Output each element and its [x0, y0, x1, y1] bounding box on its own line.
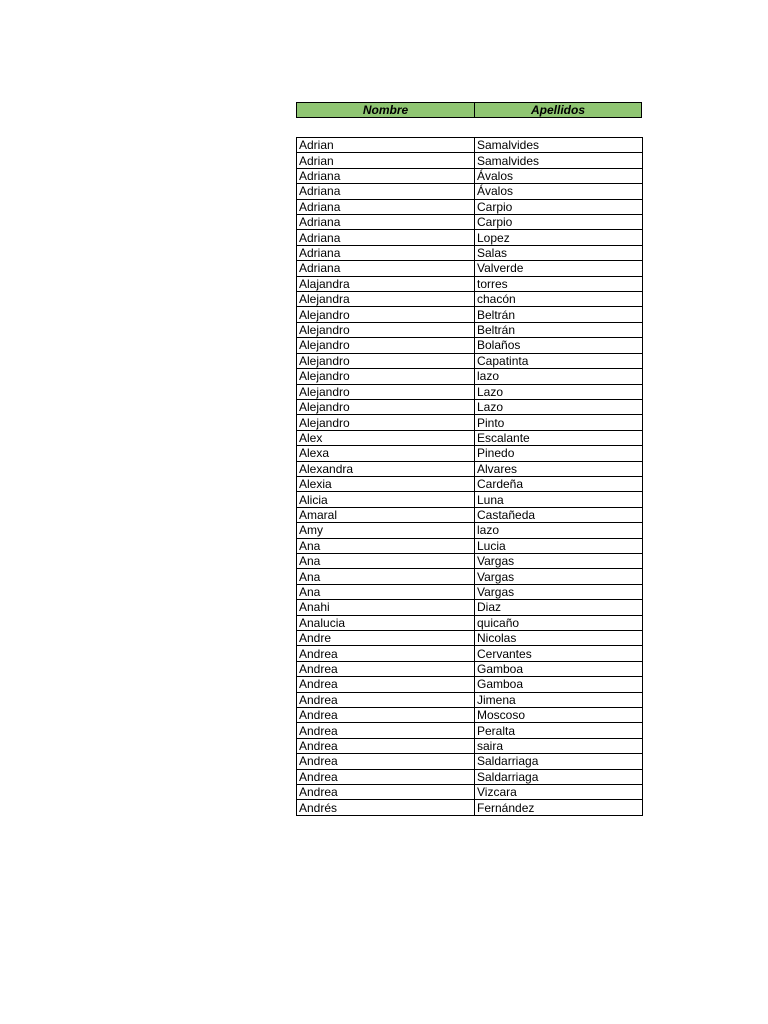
cell-nombre[interactable]: Andrés: [297, 800, 475, 815]
cell-apellidos[interactable]: Pinedo: [475, 446, 643, 461]
cell-apellidos[interactable]: Vargas: [475, 553, 643, 568]
table-row: [297, 430, 643, 445]
cell-nombre[interactable]: Andrea: [297, 738, 475, 753]
cell-apellidos[interactable]: Nicolas: [475, 631, 643, 646]
cell-apellidos[interactable]: Salas: [475, 245, 643, 260]
cell-apellidos[interactable]: Jimena: [475, 692, 643, 707]
cell-apellidos[interactable]: Beltrán: [475, 322, 643, 337]
empty-row: [296, 118, 642, 137]
cell-apellidos[interactable]: quicaño: [475, 615, 643, 630]
table-row: [297, 492, 643, 507]
table-row: [297, 769, 643, 784]
table-row: [297, 800, 643, 815]
cell-nombre[interactable]: Alicia: [297, 492, 475, 507]
cell-nombre[interactable]: Andrea: [297, 692, 475, 707]
table-row: [297, 353, 643, 368]
cell-apellidos[interactable]: Cervantes: [475, 646, 643, 661]
cell-nombre[interactable]: Alejandro: [297, 307, 475, 322]
table-row: [297, 230, 643, 245]
table-row: [297, 538, 643, 553]
table-row: [297, 507, 643, 522]
cell-apellidos[interactable]: Lopez: [475, 230, 643, 245]
cell-apellidos[interactable]: Lucia: [475, 538, 643, 553]
table-row: [297, 738, 643, 753]
cell-apellidos[interactable]: Carpio: [475, 215, 643, 230]
cell-nombre[interactable]: Adriana: [297, 184, 475, 199]
cell-nombre[interactable]: Alejandro: [297, 338, 475, 353]
cell-apellidos[interactable]: Pinto: [475, 415, 643, 430]
names-table: [296, 137, 643, 816]
table-row: [297, 615, 643, 630]
cell-nombre[interactable]: Andrea: [297, 769, 475, 784]
cell-apellidos[interactable]: Gamboa: [475, 661, 643, 676]
cell-nombre[interactable]: Amy: [297, 523, 475, 538]
table-row: [297, 661, 643, 676]
table-row: [297, 631, 643, 646]
cell-apellidos[interactable]: lazo: [475, 369, 643, 384]
cell-nombre[interactable]: Adriana: [297, 230, 475, 245]
cell-apellidos[interactable]: Lazo: [475, 399, 643, 414]
header-apellidos[interactable]: Apellidos: [530, 103, 585, 117]
cell-nombre[interactable]: Alajandra: [297, 276, 475, 291]
cell-apellidos[interactable]: lazo: [475, 523, 643, 538]
table-row: [297, 215, 643, 230]
cell-nombre[interactable]: Anahi: [297, 600, 475, 615]
table-row: [297, 708, 643, 723]
table-row: [297, 338, 643, 353]
cell-nombre[interactable]: Alejandro: [297, 399, 475, 414]
table-row: [297, 584, 643, 599]
cell-nombre[interactable]: Alexa: [297, 446, 475, 461]
cell-apellidos[interactable]: Valverde: [475, 261, 643, 276]
table-row: [297, 292, 643, 307]
cell-nombre[interactable]: Andrea: [297, 677, 475, 692]
cell-nombre[interactable]: Ana: [297, 538, 475, 553]
cell-apellidos[interactable]: Fernández: [475, 800, 643, 815]
cell-apellidos[interactable]: Gamboa: [475, 677, 643, 692]
table-row: [297, 138, 643, 153]
table-row: [297, 399, 643, 414]
cell-nombre[interactable]: Andrea: [297, 708, 475, 723]
cell-apellidos[interactable]: Diaz: [475, 600, 643, 615]
table-row: [297, 199, 643, 214]
table-row: [297, 261, 643, 276]
cell-nombre[interactable]: Alex: [297, 430, 475, 445]
cell-nombre[interactable]: Andrea: [297, 754, 475, 769]
cell-nombre[interactable]: Andre: [297, 631, 475, 646]
cell-apellidos[interactable]: Escalante: [475, 430, 643, 445]
cell-apellidos[interactable]: Lazo: [475, 384, 643, 399]
cell-nombre[interactable]: Adrian: [297, 153, 475, 168]
table-row: [297, 446, 643, 461]
cell-apellidos[interactable]: chacón: [475, 292, 643, 307]
cell-apellidos[interactable]: Ávalos: [475, 168, 643, 183]
table-row: [297, 723, 643, 738]
cell-apellidos[interactable]: Carpio: [475, 199, 643, 214]
table-row: [297, 553, 643, 568]
cell-nombre[interactable]: Alejandra: [297, 292, 475, 307]
table-row: [297, 600, 643, 615]
cell-nombre[interactable]: Amaral: [297, 507, 475, 522]
cell-nombre[interactable]: Adriana: [297, 245, 475, 260]
cell-nombre[interactable]: Andrea: [297, 785, 475, 800]
table-row: [297, 523, 643, 538]
header-nombre[interactable]: Nombre: [297, 103, 475, 117]
spreadsheet: [296, 102, 642, 816]
cell-apellidos[interactable]: Moscoso: [475, 708, 643, 723]
table-row: [297, 322, 643, 337]
cell-apellidos[interactable]: Bolaños: [475, 338, 643, 353]
cell-apellidos[interactable]: Saldarriaga: [475, 769, 643, 784]
cell-apellidos[interactable]: Beltrán: [475, 307, 643, 322]
cell-nombre[interactable]: Alejandro: [297, 415, 475, 430]
names-table-body: [297, 138, 643, 816]
table-row: [297, 384, 643, 399]
table-row: [297, 184, 643, 199]
cell-apellidos[interactable]: Saldarriaga: [475, 754, 643, 769]
cell-apellidos[interactable]: Samalvides: [475, 138, 643, 153]
table-row: [297, 168, 643, 183]
cell-nombre[interactable]: Analucia: [297, 615, 475, 630]
table-row: [297, 153, 643, 168]
table-row: [297, 461, 643, 476]
table-row: [297, 307, 643, 322]
cell-nombre[interactable]: Andrea: [297, 723, 475, 738]
header-row: [296, 102, 642, 118]
table-row: [297, 785, 643, 800]
table-row: [297, 754, 643, 769]
cell-nombre[interactable]: Adriana: [297, 199, 475, 214]
cell-apellidos[interactable]: Samalvides: [475, 153, 643, 168]
cell-nombre[interactable]: Alejandro: [297, 384, 475, 399]
table-row: [297, 369, 643, 384]
cell-nombre[interactable]: Adriana: [297, 261, 475, 276]
cell-apellidos[interactable]: saira: [475, 738, 643, 753]
cell-nombre[interactable]: Alejandro: [297, 369, 475, 384]
table-row: [297, 415, 643, 430]
table-row: [297, 476, 643, 491]
cell-apellidos[interactable]: Vizcara: [475, 785, 643, 800]
cell-apellidos[interactable]: Ávalos: [475, 184, 643, 199]
cell-nombre[interactable]: Alexia: [297, 476, 475, 491]
table-row: [297, 569, 643, 584]
cell-nombre[interactable]: Andrea: [297, 661, 475, 676]
cell-apellidos[interactable]: Castañeda: [475, 507, 643, 522]
cell-nombre[interactable]: Alejandro: [297, 353, 475, 368]
table-row: [297, 646, 643, 661]
cell-nombre[interactable]: Andrea: [297, 646, 475, 661]
cell-nombre[interactable]: Adriana: [297, 215, 475, 230]
cell-apellidos[interactable]: Cardeña: [475, 476, 643, 491]
cell-apellidos[interactable]: Vargas: [475, 569, 643, 584]
table-row: [297, 677, 643, 692]
cell-nombre[interactable]: Ana: [297, 553, 475, 568]
table-row: [297, 276, 643, 291]
table-row: [297, 245, 643, 260]
cell-nombre[interactable]: Alejandro: [297, 322, 475, 337]
cell-apellidos[interactable]: torres: [475, 276, 643, 291]
cell-nombre[interactable]: Ana: [297, 584, 475, 599]
cell-apellidos[interactable]: Luna: [475, 492, 643, 507]
cell-apellidos[interactable]: Capatinta: [475, 353, 643, 368]
cell-nombre[interactable]: Alexandra: [297, 461, 475, 476]
cell-nombre[interactable]: Adrian: [297, 138, 475, 153]
cell-nombre[interactable]: Ana: [297, 569, 475, 584]
cell-apellidos[interactable]: Peralta: [475, 723, 643, 738]
cell-apellidos[interactable]: Vargas: [475, 584, 643, 599]
cell-nombre[interactable]: Adriana: [297, 168, 475, 183]
table-row: [297, 692, 643, 707]
cell-apellidos[interactable]: Alvares: [475, 461, 643, 476]
